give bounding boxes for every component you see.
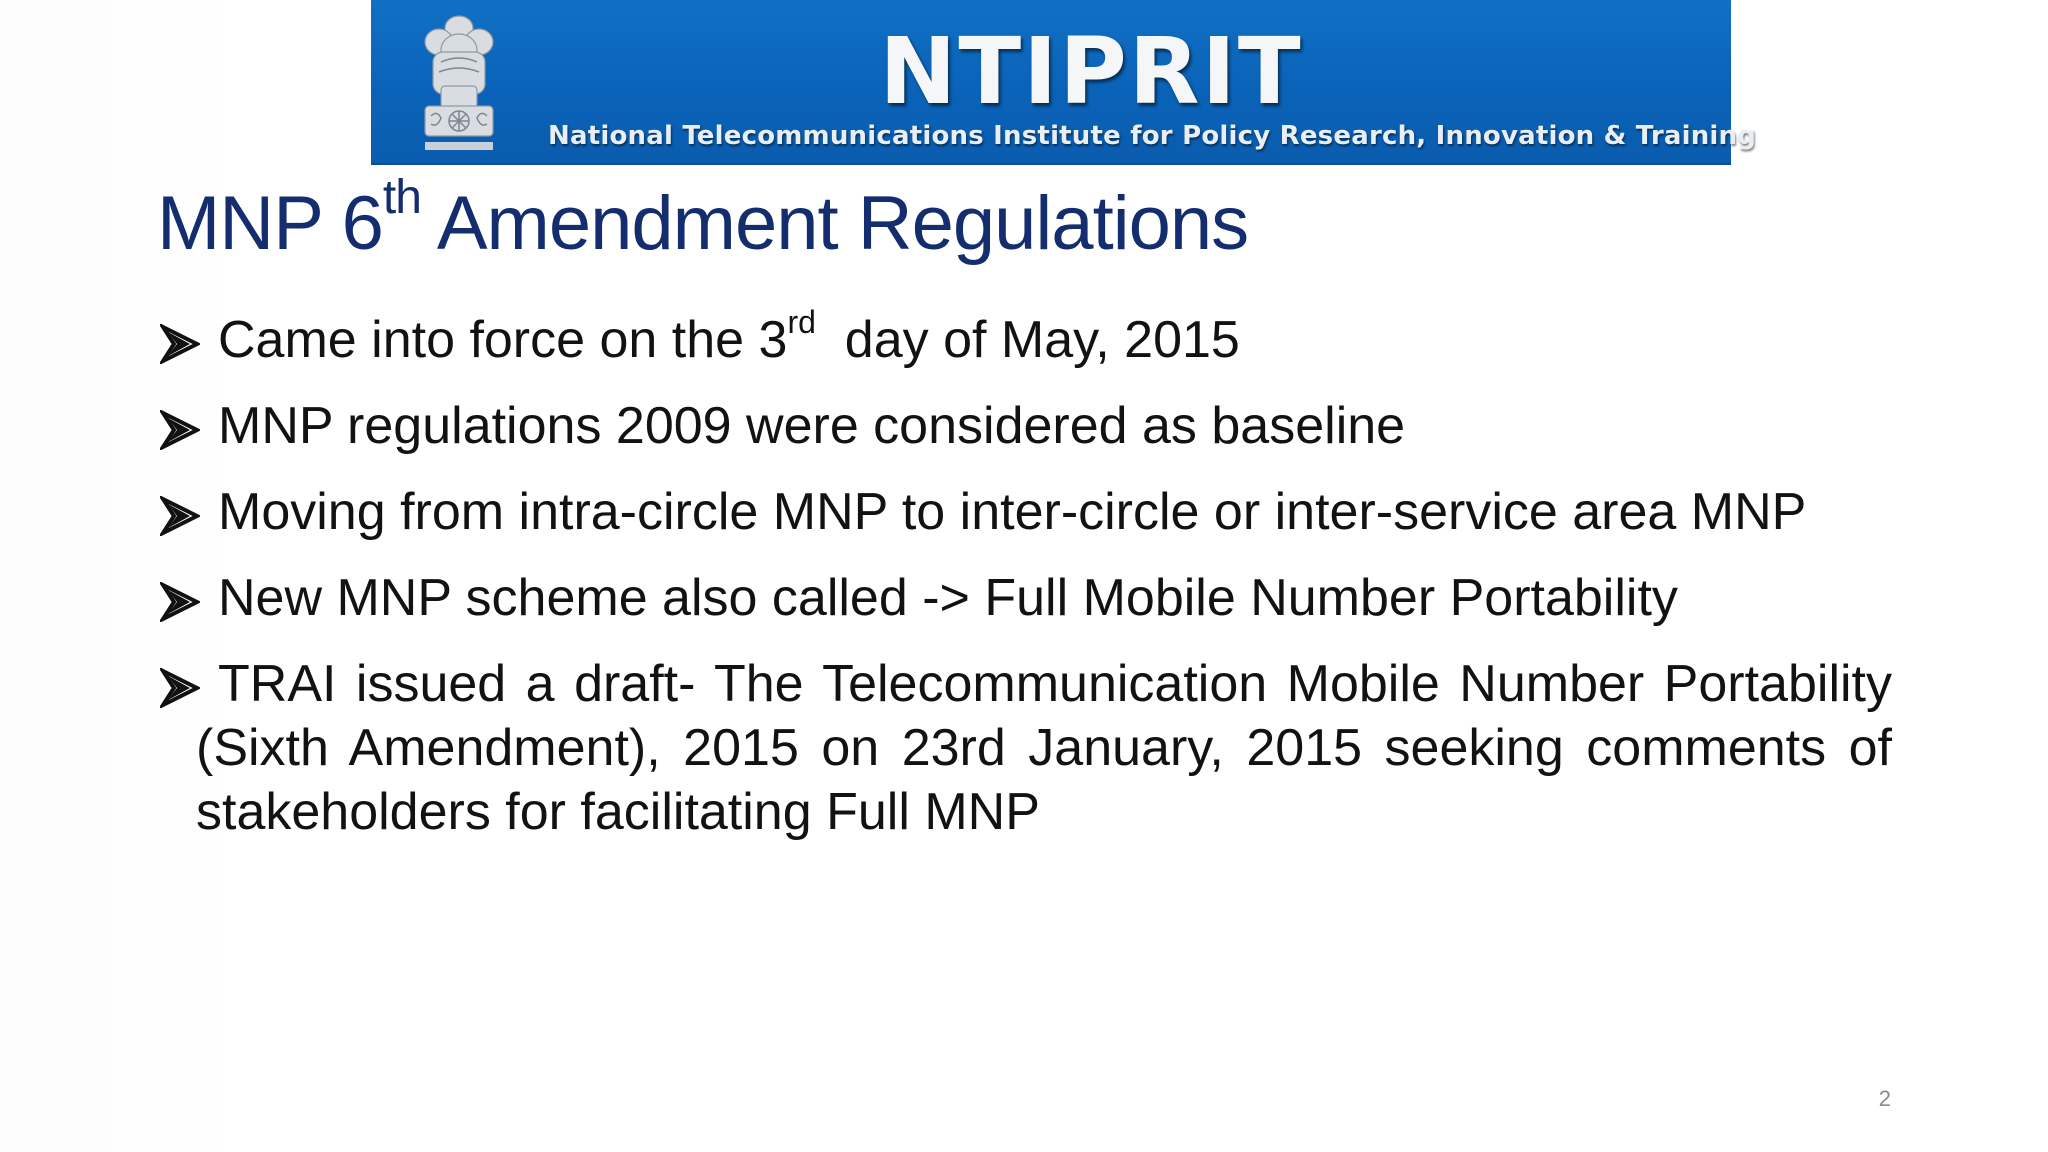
bullet-text-prefix: Came into force on the 3 [218, 311, 788, 369]
bullet-item [160, 394, 1892, 458]
bullet-item [160, 566, 1892, 630]
title-prefix: MNP 6 [157, 181, 383, 266]
page-number: 2 [1878, 1086, 1891, 1111]
bullet-text: MNP regulations 2009 were considered as baseline [218, 397, 1406, 455]
bullet-text: Moving from intra-circle MNP to inter-circle or inter-service area MNP [218, 483, 1807, 541]
bullet-text [196, 303, 1240, 369]
arrowhead-bullet-icon [160, 582, 200, 622]
title-superscript: th [382, 170, 421, 224]
arrowhead-bullet-icon [160, 324, 200, 364]
bullet-list [160, 303, 1892, 866]
arrowhead-bullet-icon [160, 410, 200, 450]
bullet-item [160, 303, 1892, 372]
bullet-item [160, 480, 1892, 544]
title-suffix: Amendment Regulations [420, 181, 1249, 266]
banner-subtitle: National Telecommunications Institute for Policy Research, Innovation & Training [548, 121, 1757, 151]
bullet-text: New MNP scheme also called -> Full Mobile Number Portability [218, 569, 1678, 627]
bullet-text: TRAI issued a draft- The Telecommunication Mobile Number Portability (Sixth Amendment), 2015 on 23rd January, 2015 seeking comments of stakeholders for facilitating Full MNP [196, 655, 1892, 841]
header-banner [371, 0, 1757, 165]
slide-title [157, 170, 1249, 272]
bullet-superscript: rd [787, 303, 816, 340]
bullet-text-suffix: day of May, 2015 [815, 311, 1240, 369]
banner-title: NTIPRIT [879, 18, 1303, 125]
arrowhead-bullet-icon [160, 668, 200, 708]
bullet-item [160, 652, 1892, 844]
arrowhead-bullet-icon [160, 496, 200, 536]
